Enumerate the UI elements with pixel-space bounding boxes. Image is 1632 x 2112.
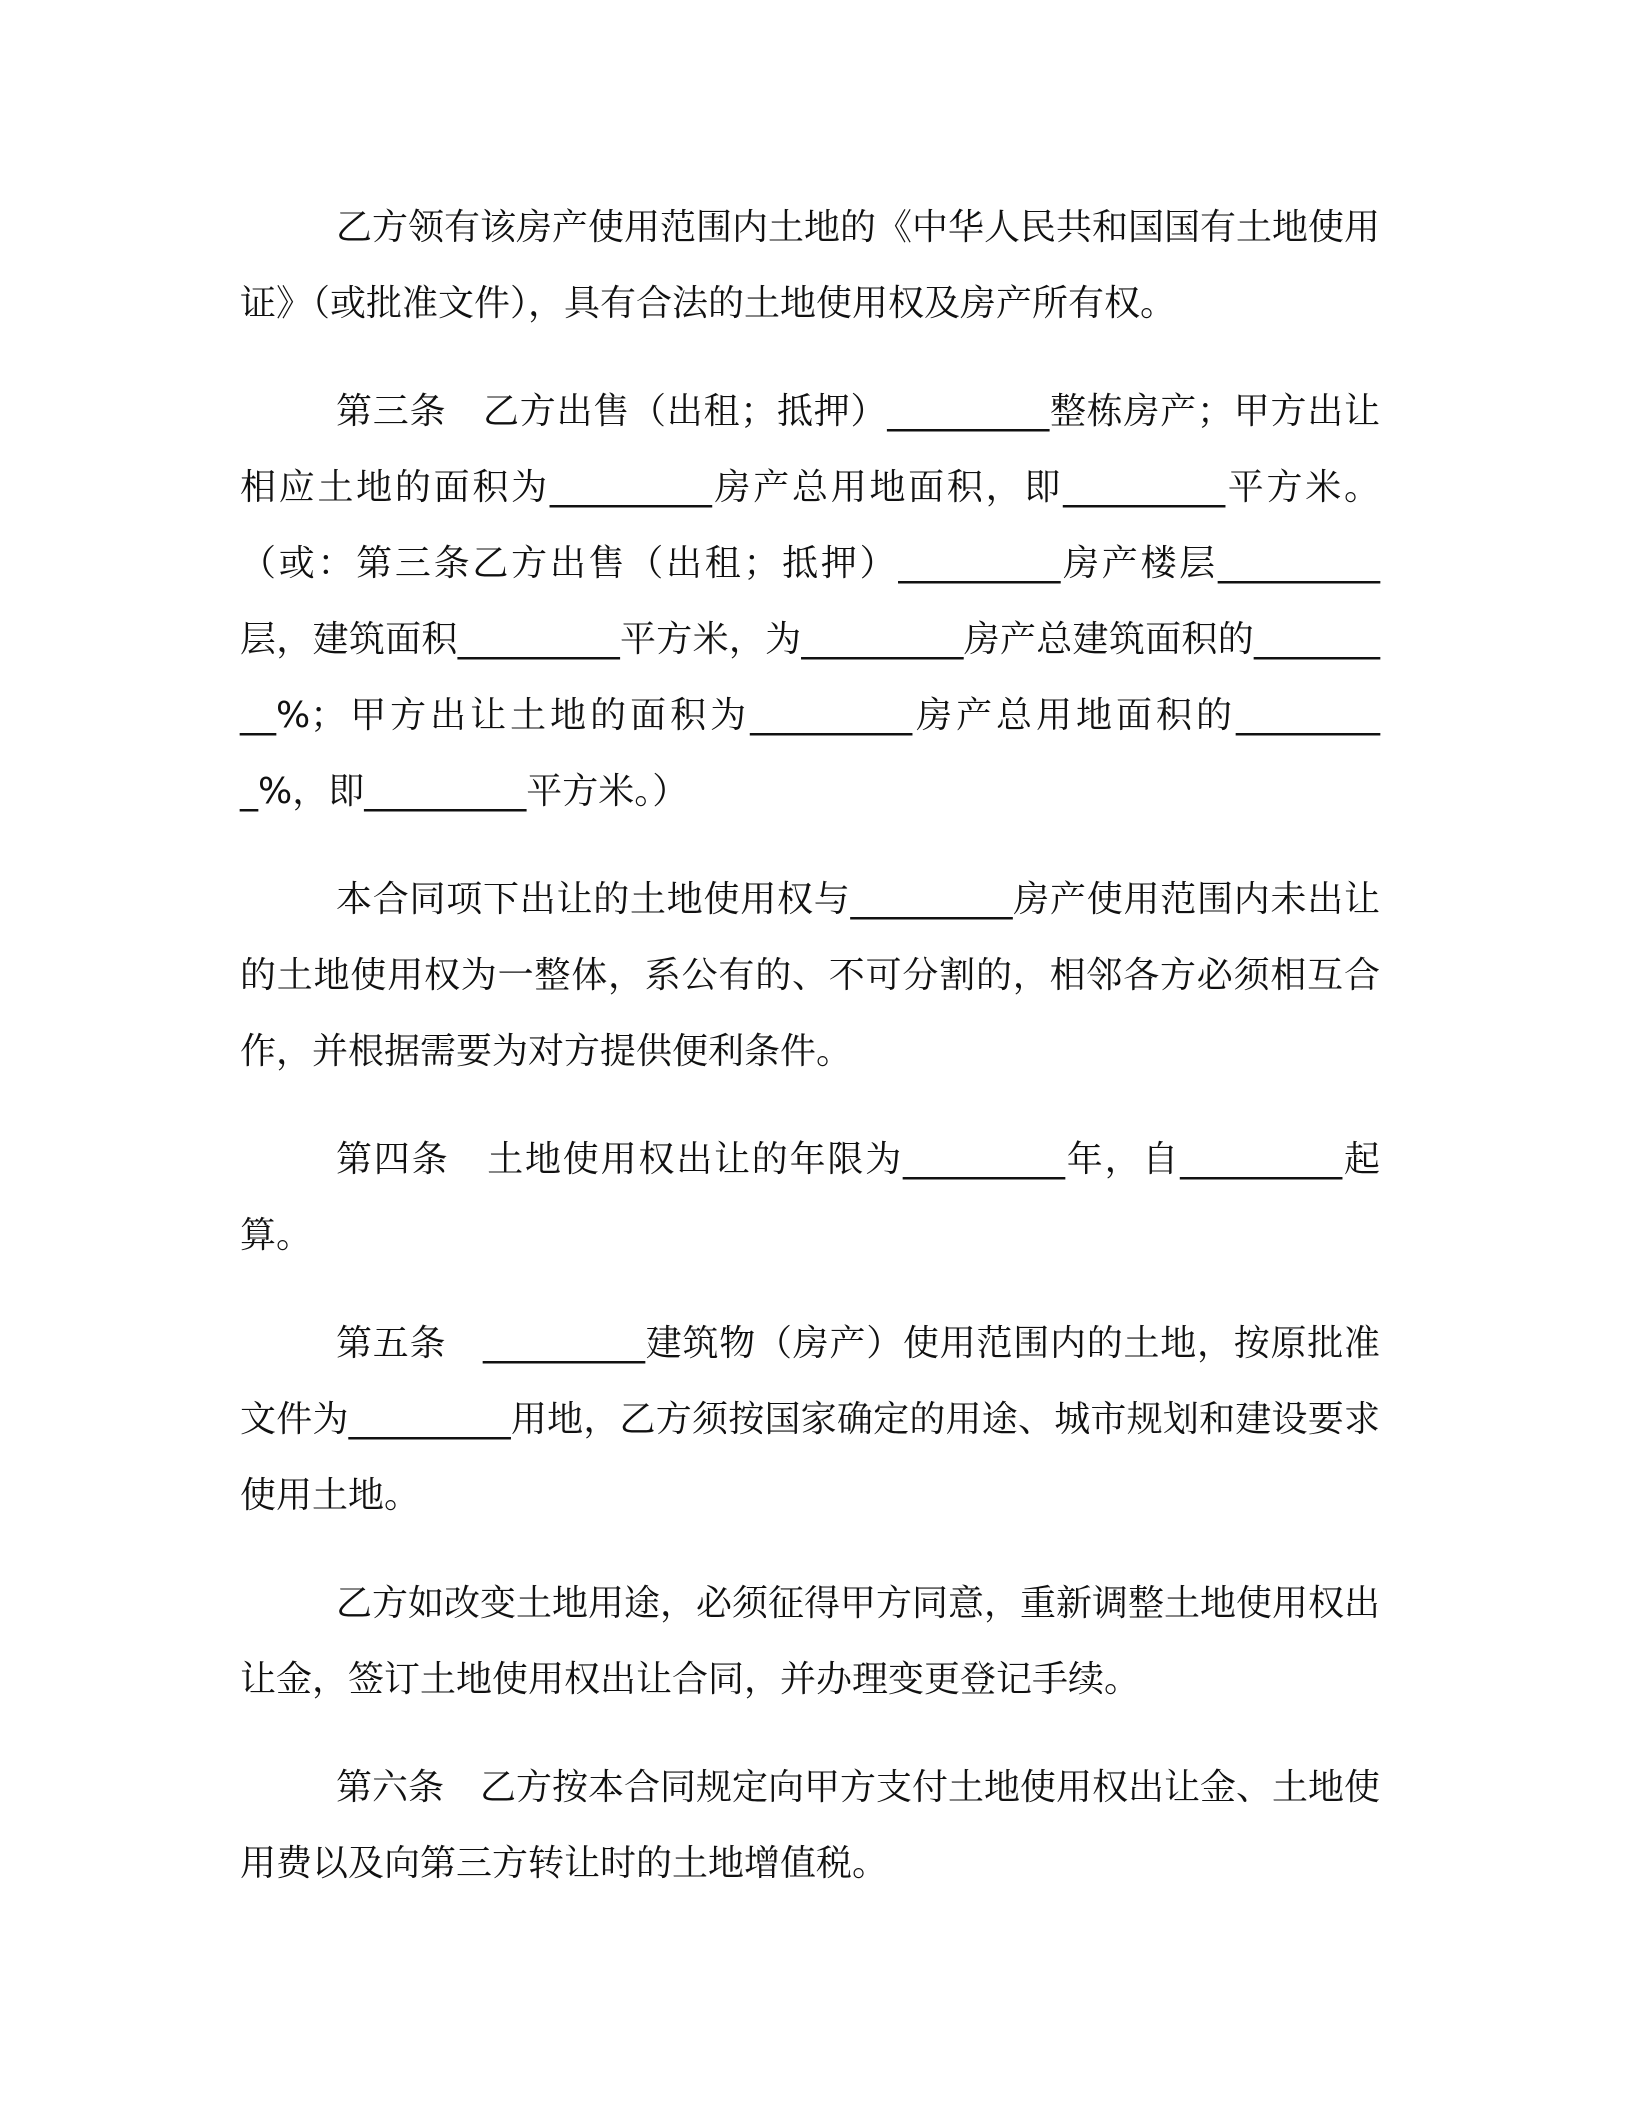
paragraph-article-6: 第六条 乙方按本合同规定向甲方支付土地使用权出让金、土地使用费以及向第三方转让时的土地增值税。 bbox=[240, 1767, 1381, 1884]
paragraph-undivided-land: 本合同项下出让的土地使用权与_________房产使用范围内未出让的土地使用权为一整体，系公有的、不可分割的，相邻各方必须相互合作，并根据需要为对方提供便利条件。 bbox=[240, 879, 1380, 1072]
paragraph-article-5: 第五条 _________建筑物（房产）使用范围内的土地，按原批准文件为_________用地，乙方须按国家确定的用途、城市规划和建设要求使用土地。 bbox=[240, 1323, 1380, 1516]
paragraph-article-4: 第四条 土地使用权出让的年限为_________年，自_________起算。 bbox=[240, 1139, 1380, 1256]
document-page bbox=[240, 190, 1380, 1934]
paragraph-land-certificate: 乙方领有该房产使用范围内土地的《中华人民共和国国有土地使用证》（或批准文件），具有合法的土地使用权及房产所有权。 bbox=[240, 207, 1381, 324]
paragraph-change-use: 乙方如改变土地用途，必须征得甲方同意，重新调整土地使用权出让金，签订土地使用权出让合同，并办理变更登记手续。 bbox=[240, 1583, 1381, 1700]
paragraph-article-3: 第三条 乙方出售（出租；抵押）_________整栋房产；甲方出让相应土地的面积为_________房产总用地面积，即_________平方米。（或：第三条乙方出售（出租；抵押）_________房产楼层_________层，建筑面积_________平方米，为_________房产总建筑面积的_________%；甲方出让土地的面积为_________房产总用地面积的_________%，即_________平方米。） bbox=[240, 391, 1380, 812]
